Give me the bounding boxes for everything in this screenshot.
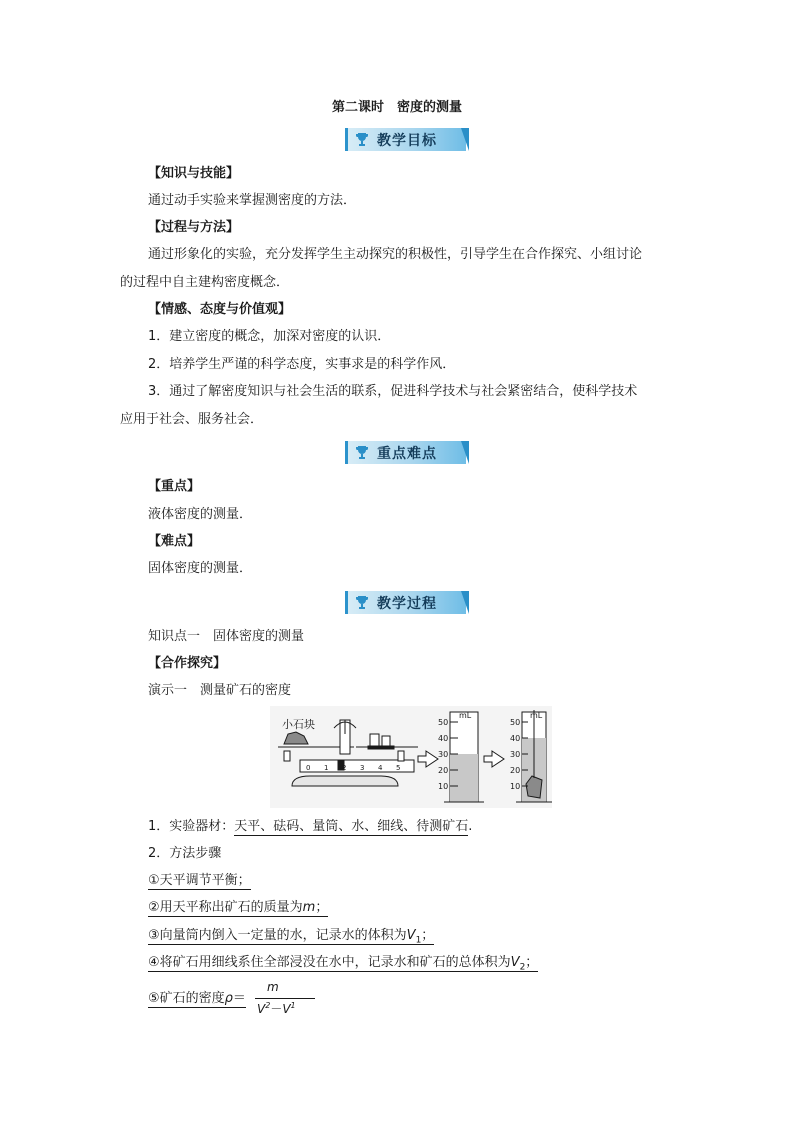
equipment-suffix: . xyxy=(468,819,473,834)
step-2 xyxy=(148,899,328,917)
cylinder-unit: mL xyxy=(530,711,543,720)
banner-title: 教学过程 xyxy=(377,596,437,612)
step-1 xyxy=(148,872,251,890)
difficult-heading: 【难点】 xyxy=(148,534,201,549)
attitude-item-1: 1．建立密度的概念，加深对密度的认识． xyxy=(148,329,391,344)
cylinder-unit: mL xyxy=(459,711,472,720)
fraction-bar xyxy=(255,998,315,999)
cylinder-tick: 10 xyxy=(438,782,449,791)
attitude-item-3-line-2: 应用于社会、服务社会． xyxy=(120,412,264,427)
step-4-text: ④将矿石用细线系住全部浸没在水中，记录水和矿石的总体积为 xyxy=(148,955,511,970)
attitude-item-3-line-1: 3．通过了解密度知识与社会生活的联系，促进科学技术与社会紧密结合，使科学技术 xyxy=(148,384,638,399)
key-heading: 【重点】 xyxy=(148,479,201,494)
step-4-end: ； xyxy=(525,955,539,970)
process-heading: 【过程与方法】 xyxy=(148,220,240,235)
step-2-text: ②用天平称出矿石的质量为 xyxy=(148,900,303,915)
cylinder-tick: 20 xyxy=(438,766,449,775)
ruler-tick: 3 xyxy=(360,764,365,772)
cooperate-heading: 【合作探究】 xyxy=(148,656,227,671)
step-3-var: V xyxy=(406,928,416,943)
fraction-denominator: $V^2-V^1$ xyxy=(257,1001,296,1016)
ruler-tick: 2 xyxy=(342,764,347,772)
cylinder-tick: 40 xyxy=(510,734,521,743)
step-4-var: V xyxy=(510,955,520,970)
section-banner-key-points xyxy=(345,441,469,464)
trophy-icon xyxy=(355,445,369,460)
process-text-line-2: 的过程中自主建构密度概念． xyxy=(120,275,290,290)
cylinder-tick: 50 xyxy=(438,718,449,727)
equipment-line xyxy=(148,818,472,836)
knowledge-point-title: 知识点一 固体密度的测量 xyxy=(148,629,305,644)
step-4 xyxy=(148,954,538,977)
step-5-text: ⑤矿石的密度 xyxy=(148,991,225,1006)
process-text-line-1: 通过形象化的实验，充分发挥学生主动探究的积极性，引导学生在合作探究、小组讨论 xyxy=(148,247,643,262)
cylinder-tick: 30 xyxy=(510,750,521,759)
cylinder-tick: 30 xyxy=(438,750,449,759)
knowledge-text: 通过动手实验来掌握测密度的方法． xyxy=(148,193,357,208)
difficult-text: 固体密度的测量． xyxy=(148,561,253,576)
equipment-prefix: 1．实验器材： xyxy=(148,819,235,834)
experiment-figure xyxy=(270,706,552,808)
cylinder-tick: 10 xyxy=(510,782,521,791)
trophy-icon xyxy=(355,132,369,147)
density-fraction xyxy=(255,980,315,1020)
fraction-numerator: m xyxy=(267,980,279,994)
step-3 xyxy=(148,927,434,950)
step-5-eq: ＝ xyxy=(232,991,246,1006)
banner-title: 重点难点 xyxy=(377,446,437,462)
ruler-tick: 5 xyxy=(396,764,401,772)
equipment-items: 天平、砝码、量筒、水、细线、待测矿石 xyxy=(234,819,469,834)
step-5 xyxy=(148,990,246,1008)
trophy-icon xyxy=(355,595,369,610)
stone-label: 小石块 xyxy=(282,718,315,731)
ruler-tick: 0 xyxy=(306,764,311,772)
section-banner-objectives xyxy=(345,128,469,151)
step-2-end: ； xyxy=(315,900,329,915)
attitude-heading: 【情感、态度与价值观】 xyxy=(148,302,292,317)
step-2-var: m xyxy=(302,900,316,915)
ruler-tick: 1 xyxy=(324,764,329,772)
cylinder-tick: 20 xyxy=(510,766,521,775)
demo-title: 演示一 测量矿石的密度 xyxy=(148,683,292,698)
measuring-cylinder-1 xyxy=(444,712,484,802)
cylinder-tick: 50 xyxy=(510,718,521,727)
key-text: 液体密度的测量． xyxy=(148,507,253,522)
step-5-rho: ρ xyxy=(224,991,233,1006)
knowledge-heading: 【知识与技能】 xyxy=(148,166,240,181)
step-1-text: ①天平调节平衡； xyxy=(148,873,251,888)
step-3-text: ③向量筒内倒入一定量的水，记录水的体积为 xyxy=(148,928,407,943)
step-4-sub: 2 xyxy=(519,962,526,973)
steps-heading: 2．方法步骤 xyxy=(148,846,222,861)
step-3-end: ； xyxy=(421,928,435,943)
step-3-sub: 1 xyxy=(415,935,422,946)
section-banner-process xyxy=(345,591,469,614)
banner-title: 教学目标 xyxy=(377,133,437,149)
ruler-tick: 4 xyxy=(378,764,383,772)
attitude-item-2: 2．培养学生严谨的科学态度，实事求是的科学作风． xyxy=(148,357,456,372)
cylinder-tick: 40 xyxy=(438,734,449,743)
page-title: 第二课时 密度的测量 xyxy=(331,100,462,115)
